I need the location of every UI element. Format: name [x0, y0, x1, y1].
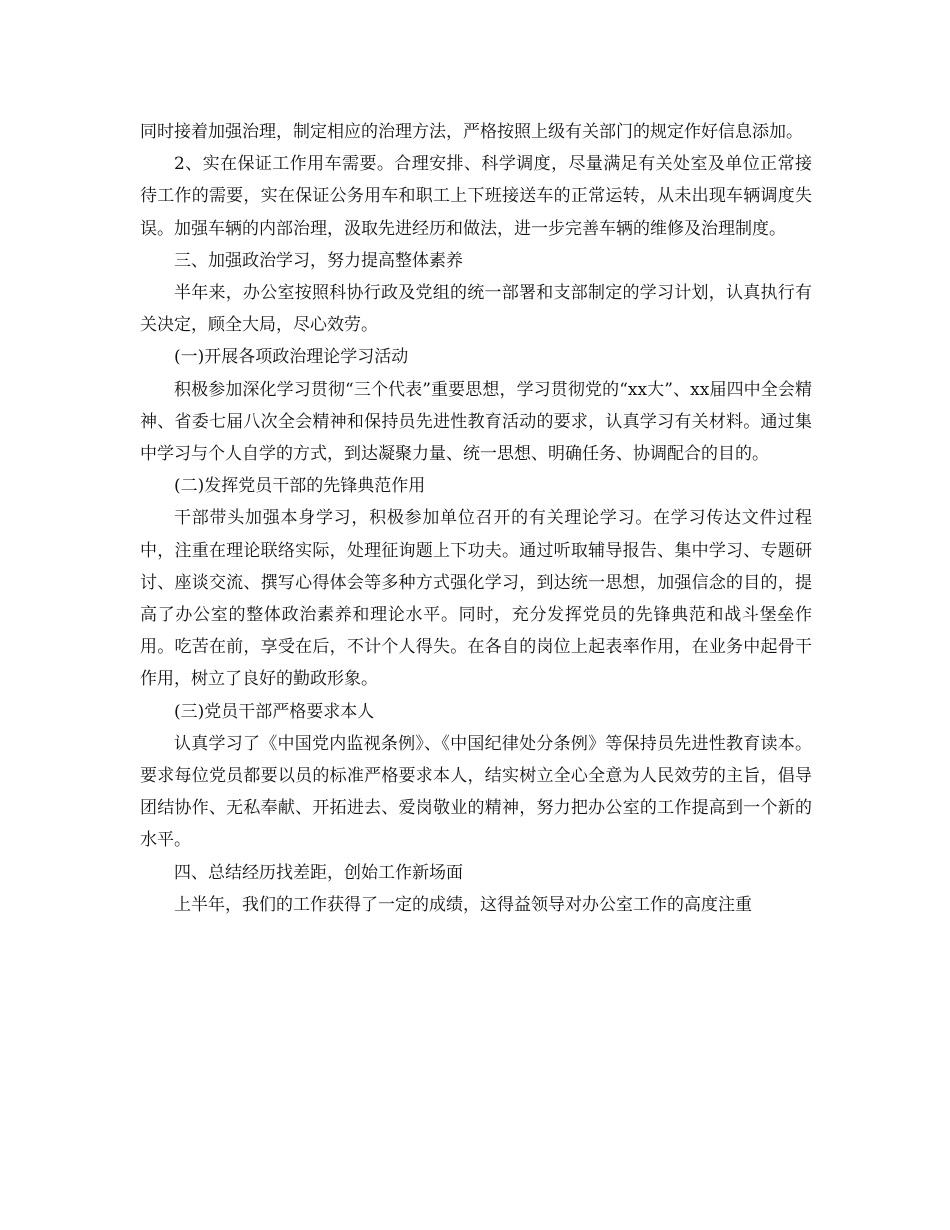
paragraph-first-half-year: 上半年，我们的工作获得了一定的成绩，这得益领导对办公室工作的高度注重 [174, 894, 752, 915]
subheading-vanguard-role: (二)发挥党员干部的先锋典范作用 [174, 476, 426, 497]
paragraph-cadre-study: 干部带头加强本身学习，积极参加单位召开的有关理论学习。在学习传达文件过程中，注重在理论联络实际，处理征询题上下功夫。通过听取辅导报告、集中学习、专题研讨、座谈交流、撰写心得体会等多种方式强化学习，到达统一思想，加强信念的目的，提高了办公室的整体政治素养和理论水平。同时，充分发挥党员的先锋典范和战斗堡垒作用。吃苦在前，享受在后，不计个人得失。在各自的岗位上起表率作用，在业务中起骨干作用，树立了良好的勤政形象。 [140, 508, 812, 690]
paragraph-regulations-study: 认真学习了《中国党内监视条例》、《中国纪律处分条例》等保持员先进性教育读本。要求每位党员都要以员的标准严格要求本人，结实树立全心全意为人民效劳的主旨，倡导团结协作、无私奉献、开拓进去、爱岗敬业的精神，努力把办公室的工作提高到一个新的水平。 [140, 733, 812, 851]
subheading-theory-study: (一)开展各项政治理论学习活动 [174, 347, 409, 368]
paragraph-vehicle-use: 2、实在保证工作用车需要。合理安排、科学调度，尽量满足有关处室及单位正常接待工作的需要，实在保证公务用车和职工上下班接送车的正常运转，从未出现车辆调度失误。加强车辆的内部治理，汲取先进经历和做法，进一步完善车辆的维修及治理制度。 [140, 154, 812, 239]
document-body [140, 116, 812, 921]
paragraph-continuation: 同时接着加强治理，制定相应的治理方法，严格按照上级有关部门的规定作好信息添加。 [140, 122, 803, 142]
paragraph-study-activities: 积极参加深化学习贯彻“三个代表”重要思想，学习贯彻党的“xx大”、xx届四中全会精神、省委七届八次全会精神和保持员先进性教育活动的要求，认真学习有关材料。通过集中学习与个人自学的方式，到达凝聚力量、统一思想、明确任务、协调配合的目的。 [140, 379, 812, 465]
section-heading-political-study: 三、加强政治学习，努力提高整体素养 [174, 250, 463, 271]
subheading-strict-requirements: (三)党员干部严格要求本人 [174, 701, 375, 722]
paragraph-half-year: 半年来，办公室按照科协行政及党组的统一部署和支部制定的学习计划，认真执行有关决定，顾全大局，尽心效劳。 [140, 283, 812, 336]
section-heading-summary: 四、总结经历找差距，创始工作新场面 [174, 862, 463, 883]
